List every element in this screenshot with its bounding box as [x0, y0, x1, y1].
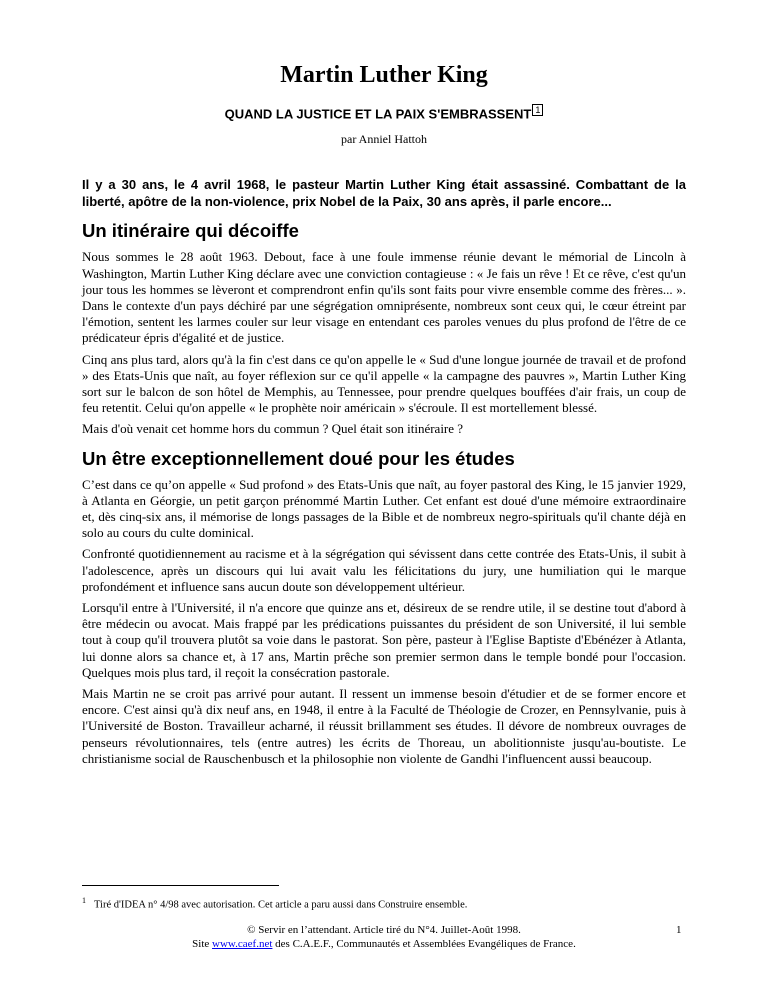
- site-prefix: Site: [192, 938, 213, 950]
- author-byline: par Anniel Hattoh: [341, 132, 427, 147]
- copyright-line: © Servir en l’attendant. Article tiré du N°4. Juillet-Août 1998.: [247, 924, 521, 936]
- footnote-number: 1: [82, 896, 86, 905]
- paragraph: Confronté quotidiennement au racisme et à la ségrégation qui sévissent dans cette contrée des Etats-Unis, il subit à l'adolescence, après un discours qui lui avait valu les félicitations du jury, une humiliation qui le marque profondément et influence sans aucun doute son développement ultérieur.: [82, 546, 686, 594]
- site-link[interactable]: www.caef.net: [212, 938, 273, 950]
- page-footer: [82, 923, 686, 951]
- paragraph: Mais d'où venait cet homme hors du commun ? Quel était son itinéraire ?: [82, 421, 464, 437]
- article: [82, 60, 686, 772]
- paragraph: C’est dans ce qu’on appelle « Sud profond » des Etats-Unis que naît, au foyer pastoral des King, le 15 janvier 1929, à Atlanta en Géorgie, un petit garçon prénommé Martin Luther. Cet enfant est doué d'une mémoire extraordinaire et, dès cinq-six ans, il mémorise de longs passages de la Bible et de nombreux negro-spirituals qu'il chante déjà en solo au cours du culte dominical.: [82, 476, 686, 541]
- site-line: [82, 937, 686, 951]
- paragraph: Nous sommes le 28 août 1963. Debout, face à une foule immense réunie devant le mémorial de Lincoln à Washington, Martin Luther King déclare avec une conviction contagieuse : « Je fais un rêve ! Et ce rêve, c'est qu'un jour tous les hommes se lèveront et comprendront enfin qu'ils sont faits pour vivre ensemble comme des frères... ». Dans le contexte d'un pays déchiré par une ségrégation omniprésente, nombreux sont ceux qui, le cœur étreint par l'émotion, sentent les larmes couler sur leur visage en entendant ces paroles venues du plus profond de l'être de ce prédicateur épris d'égalité et de justice.: [82, 249, 686, 346]
- section-heading-etudes: Un être exceptionnellement doué pour les études: [82, 447, 515, 469]
- footnote: [82, 894, 686, 912]
- article-title: Martin Luther King: [280, 62, 488, 88]
- page-number: 1: [676, 924, 682, 936]
- article-subtitle: [82, 104, 686, 122]
- section-heading-itineraire: Un itinéraire qui décoiffe: [82, 220, 299, 242]
- footnote-reference[interactable]: 1: [532, 104, 543, 116]
- subtitle-text: QUAND LA JUSTICE ET LA PAIX S'EMBRASSENT: [224, 106, 532, 122]
- footnote-text: Tiré d'IDEA n° 4/98 avec autorisation. Cet article a paru aussi dans Construire ensemble.: [94, 899, 468, 911]
- paragraph: Lorsqu'il entre à l'Université, il n'a encore que quinze ans et, désireux de se rendre utile, il se destine tout d'abord à être médecin ou avocat. Mais frappé par les prédications puissantes du président de son Université, il lui semble tout à coup qu'il trouvera plutôt sa voie dans le pastorat. Son père, pasteur à l'Eglise Baptiste d'Ebénézer à Atlanta, lui donne alors sa chance et, à 17 ans, Martin prêche son premier sermon dans le temple bondé pour l'occasion. Quelques mois plus tard, il reçoit la consécration pastorale.: [82, 599, 686, 680]
- paragraph: Cinq ans plus tard, alors qu'à la fin c'est dans ce qu'on appelle le « Sud d'une longue journée de travail et de profond » des Etats-Unis que naît, au foyer réflexion sur ce qu'il appelle « la campagne des pauvres », Martin Luther King sort sur le balcon de son hôtel de Memphis, au Tennessee, pour prendre quelques bouffées d'air frais, un coup de feu retentit. Celui qu'on appelle « le prophète noir américain » s'écroule. Il est mortellement blessé.: [82, 351, 686, 416]
- lead-paragraph: Il y a 30 ans, le 4 avril 1968, le pasteur Martin Luther King était assassiné. Combattant de la liberté, apôtre de la non-violence, prix Nobel de la Paix, 30 ans après, il parle encore...: [82, 177, 686, 209]
- site-suffix: des C.A.E.F., Communautés et Assemblées Evangéliques de France.: [272, 938, 576, 950]
- paragraph: Mais Martin ne se croit pas arrivé pour autant. Il ressent un immense besoin d'étudier et de se former encore et encore. C'est ainsi qu'à dix neuf ans, en 1948, il entre à la Faculté de Théologie de Crozer, en Pennsylvanie, puis à l'Université de Boston. Travailleur acharné, il réussit brillamment ses études. Il dévore de nombreux ouvrages de penseurs révolutionnaires, tels (entre autres) les écrits de Thoreau, un abolitionniste jusqu'au-boutiste. Le christianisme social de Rauschenbusch et la philosophie non violente de Gandhi l'influencent aussi beaucoup.: [82, 686, 686, 766]
- footnote-divider: [82, 885, 279, 886]
